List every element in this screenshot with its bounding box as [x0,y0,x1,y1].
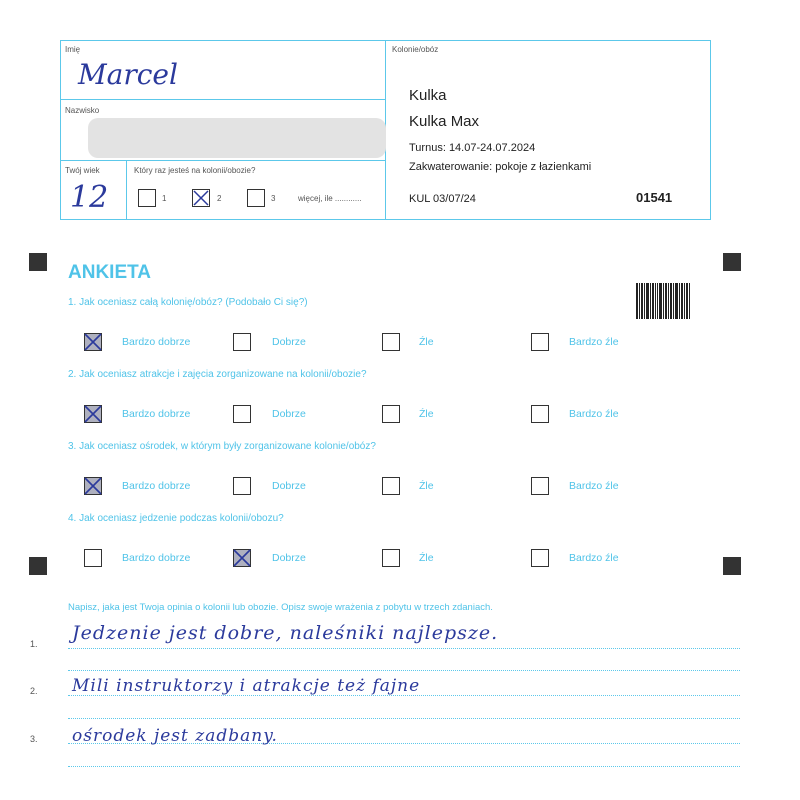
camp-code: KUL 03/07/24 [409,193,476,205]
x-mark-icon [83,404,103,424]
line-number-1: 1. [30,639,38,649]
opinion-line-2b [68,718,740,719]
times-checkbox-3[interactable] [247,189,265,207]
question-3-option-4: Bardzo źle [569,480,619,492]
times-option-1: 1 [162,194,167,203]
question-3-checkbox-4[interactable] [531,477,549,495]
question-4-option-1: Bardzo dobrze [122,552,191,564]
times-label: Który raz jesteś na kolonii/obozie? [134,166,256,175]
opinion-line-1b [68,670,740,671]
age-value: 12 [70,180,109,215]
registration-mark-top-left [29,253,47,271]
times-option-more: więcej, ile ............ [298,194,362,203]
opinion-prompt: Napisz, jaka jest Twoja opinia o kolonii lub obozie. Opisz swoje wrażenia z pobytu w trzech zdaniach. [68,602,493,613]
x-mark-icon [232,548,252,568]
question-3-option-1: Bardzo dobrze [122,480,191,492]
survey-title: ANKIETA [68,262,152,283]
question-2-option-2: Dobrze [272,408,306,420]
last-name-label: Nazwisko [65,106,100,115]
question-4-checkbox-3[interactable] [382,549,400,567]
form-number: 01541 [636,190,673,205]
question-3-option-3: Źle [419,480,434,492]
line-number-2: 2. [30,686,38,696]
opinion-text-2[interactable]: Mili instruktorzy i atrakcje też fajne [72,676,421,696]
times-option-3: 3 [271,194,276,203]
last-name-redacted [88,118,386,158]
opinion-text-3[interactable]: ośrodek jest zadbany. [72,726,278,746]
registration-mark-mid-right [723,557,741,575]
x-mark-icon [191,188,211,208]
question-2: 2. Jak oceniasz atrakcje i zajęcia zorganizowane na kolonii/obozie? [68,369,367,380]
question-2-option-3: Źle [419,408,434,420]
question-1: 1. Jak oceniasz całą kolonię/obóz? (Podobało Ci się?) [68,297,308,308]
opinion-text-1[interactable]: Jedzenie jest dobre, naleśniki najlepsze. [72,622,499,644]
first-name-value: Marcel [78,58,178,91]
question-1-checkbox-2[interactable] [233,333,251,351]
question-2-checkbox-2[interactable] [233,405,251,423]
question-1-option-3: Źle [419,336,434,348]
camp-label: Kolonie/obóz [392,45,439,54]
question-1-option-1: Bardzo dobrze [122,336,191,348]
times-checkbox-1[interactable] [138,189,156,207]
question-3-checkbox-1[interactable] [84,477,102,495]
opinion-line-1 [68,648,740,649]
question-2-option-4: Bardzo źle [569,408,619,420]
divider-name [60,99,386,100]
x-mark-icon [83,476,103,496]
question-2-checkbox-3[interactable] [382,405,400,423]
question-1-checkbox-3[interactable] [382,333,400,351]
question-4-checkbox-4[interactable] [531,549,549,567]
times-option-2: 2 [217,194,222,203]
question-1-option-4: Bardzo źle [569,336,619,348]
turnus: Turnus: 14.07-24.07.2024 [409,142,536,154]
age-label: Twój wiek [65,166,100,175]
camp-subname: Kulka Max [409,113,480,130]
registration-mark-mid-left [29,557,47,575]
divider-age [126,160,127,220]
question-4-option-2: Dobrze [272,552,306,564]
line-number-3: 3. [30,734,38,744]
question-3: 3. Jak oceniasz ośrodek, w którym były zorganizowane kolonie/obóz? [68,441,376,452]
accommodation: Zakwaterowanie: pokoje z łazienkami [409,161,592,173]
x-mark-icon [83,332,103,352]
question-2-checkbox-4[interactable] [531,405,549,423]
times-checkbox-2[interactable] [192,189,210,207]
question-3-checkbox-3[interactable] [382,477,400,495]
divider-lastname [60,160,386,161]
question-4-option-3: Źle [419,552,434,564]
question-4-checkbox-2[interactable] [233,549,251,567]
question-1-option-2: Dobrze [272,336,306,348]
question-1-checkbox-1[interactable] [84,333,102,351]
first-name-label: Imię [65,45,81,54]
question-4: 4. Jak oceniasz jedzenie podczas kolonii/obozu? [68,513,284,524]
camp-name: Kulka [409,87,447,104]
question-1-checkbox-4[interactable] [531,333,549,351]
question-4-checkbox-1[interactable] [84,549,102,567]
opinion-line-3b [68,766,740,767]
question-2-option-1: Bardzo dobrze [122,408,191,420]
question-4-option-4: Bardzo źle [569,552,619,564]
question-3-option-2: Dobrze [272,480,306,492]
question-3-checkbox-2[interactable] [233,477,251,495]
question-2-checkbox-1[interactable] [84,405,102,423]
barcode-icon [636,283,690,319]
registration-mark-top-right [723,253,741,271]
